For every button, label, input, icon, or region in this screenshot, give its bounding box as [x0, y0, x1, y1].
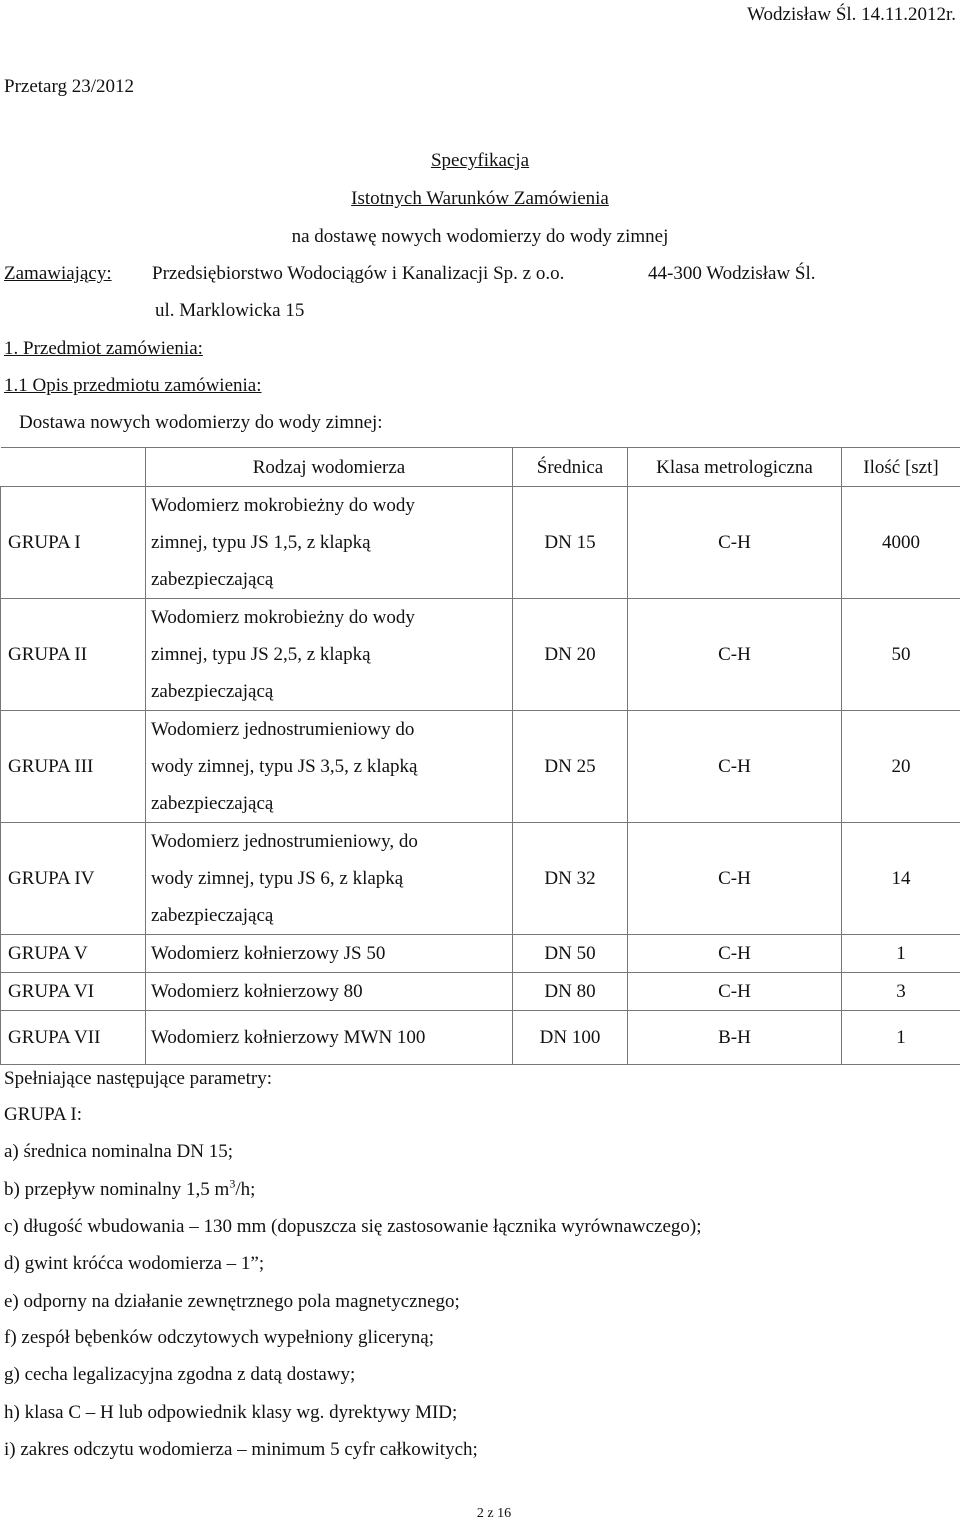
- quantity-cell: 1: [842, 1011, 960, 1065]
- orderer-street: ul. Marklowicka 15: [155, 300, 305, 321]
- quantity-cell: 1: [842, 935, 960, 973]
- param-b: b) przepływ nominalny 1,5 $m^3/h$;: [4, 1176, 256, 1200]
- table-corner-cell: [1, 448, 146, 487]
- meter-table: [0, 447, 960, 1065]
- header-class: Klasa metrologiczna: [628, 448, 842, 487]
- group-cell: GRUPA IV: [1, 823, 146, 935]
- quantity-cell: 20: [842, 711, 960, 823]
- quantity-cell: 3: [842, 973, 960, 1011]
- section-intro: Dostawa nowych wodomierzy do wody zimnej:: [19, 412, 383, 433]
- params-intro: Spełniające następujące parametry:: [4, 1068, 272, 1089]
- diameter-cell: DN 25: [513, 711, 628, 823]
- param-a: a) średnica nominalna DN 15;: [4, 1141, 233, 1162]
- table-row: [1, 973, 960, 1011]
- param-d: d) gwint króćca wodomierza – 1”;: [4, 1253, 265, 1274]
- type-cell: Wodomierz mokrobieżny do wody zimnej, typu JS 1,5, z klapką zabezpieczającą: [146, 487, 513, 599]
- class-cell: C-H: [628, 935, 842, 973]
- table-header-row: [1, 448, 960, 487]
- type-cell: Wodomierz kołnierzowy MWN 100: [146, 1011, 513, 1065]
- diameter-cell: DN 50: [513, 935, 628, 973]
- class-cell: C-H: [628, 823, 842, 935]
- tender-number: Przetarg 23/2012: [4, 76, 134, 97]
- title-line-3: na dostawę nowych wodomierzy do wody zimnej: [291, 226, 669, 247]
- table-row: [1, 823, 960, 935]
- orderer-name: Przedsiębiorstwo Wodociągów i Kanalizacji Sp. z o.o.: [152, 263, 565, 284]
- section-sub-heading: 1.1 Opis przedmiotu zamówienia:: [4, 375, 262, 396]
- section-heading: 1. Przedmiot zamówienia:: [4, 338, 203, 359]
- class-cell: C-H: [628, 599, 842, 711]
- type-cell: Wodomierz kołnierzowy JS 50: [146, 935, 513, 973]
- type-cell: Wodomierz mokrobieżny do wody zimnej, typu JS 2,5, z klapką zabezpieczającą: [146, 599, 513, 711]
- table-row: [1, 487, 960, 599]
- title-line-1: Specyfikacja: [430, 150, 530, 171]
- header-quantity: Ilość [szt]: [842, 448, 960, 487]
- group-cell: GRUPA V: [1, 935, 146, 973]
- page-number: 2 z 16: [476, 1506, 512, 1521]
- table-row: [1, 711, 960, 823]
- group-cell: GRUPA III: [1, 711, 146, 823]
- orderer-city: 44-300 Wodzisław Śl.: [648, 263, 816, 284]
- class-cell: C-H: [628, 711, 842, 823]
- group-cell: GRUPA I: [1, 487, 146, 599]
- group-cell: GRUPA VI: [1, 973, 146, 1011]
- table-row: [1, 599, 960, 711]
- orderer-label: Zamawiający:: [4, 263, 112, 284]
- table-row: [1, 935, 960, 973]
- place-date: Wodzisław Śl. 14.11.2012r.: [747, 4, 956, 25]
- type-cell: Wodomierz kołnierzowy 80: [146, 973, 513, 1011]
- param-h: h) klasa C – H lub odpowiednik klasy wg. dyrektywy MID;: [4, 1402, 458, 1423]
- diameter-cell: DN 32: [513, 823, 628, 935]
- group-cell: GRUPA II: [1, 599, 146, 711]
- class-cell: C-H: [628, 973, 842, 1011]
- header-diameter: Średnica: [513, 448, 628, 487]
- title-line-2: Istotnych Warunków Zamówienia: [351, 188, 609, 209]
- param-e: e) odporny na działanie zewnętrznego pola magnetycznego;: [4, 1291, 460, 1312]
- class-cell: C-H: [628, 487, 842, 599]
- quantity-cell: 4000: [842, 487, 960, 599]
- param-f: f) zespół bębenków odczytowych wypełniony gliceryną;: [4, 1327, 435, 1348]
- diameter-cell: DN 20: [513, 599, 628, 711]
- quantity-cell: 14: [842, 823, 960, 935]
- quantity-cell: 50: [842, 599, 960, 711]
- class-cell: B-H: [628, 1011, 842, 1065]
- diameter-cell: DN 15: [513, 487, 628, 599]
- table-row: [1, 1011, 960, 1065]
- param-i: i) zakres odczytu wodomierza – minimum 5 cyfr całkowitych;: [4, 1439, 478, 1460]
- diameter-cell: DN 80: [513, 973, 628, 1011]
- param-c: c) długość wbudowania – 130 mm (dopuszcza się zastosowanie łącznika wyrównawczego);: [4, 1216, 702, 1237]
- diameter-cell: DN 100: [513, 1011, 628, 1065]
- group-cell: GRUPA VII: [1, 1011, 146, 1065]
- params-group-heading: GRUPA I:: [4, 1104, 82, 1125]
- type-cell: Wodomierz jednostrumieniowy, do wody zimnej, typu JS 6, z klapką zabezpieczającą: [146, 823, 513, 935]
- type-cell: Wodomierz jednostrumieniowy do wody zimnej, typu JS 3,5, z klapką zabezpieczającą: [146, 711, 513, 823]
- header-type: Rodzaj wodomierza: [146, 448, 513, 487]
- param-g: g) cecha legalizacyjna zgodna z datą dostawy;: [4, 1364, 356, 1385]
